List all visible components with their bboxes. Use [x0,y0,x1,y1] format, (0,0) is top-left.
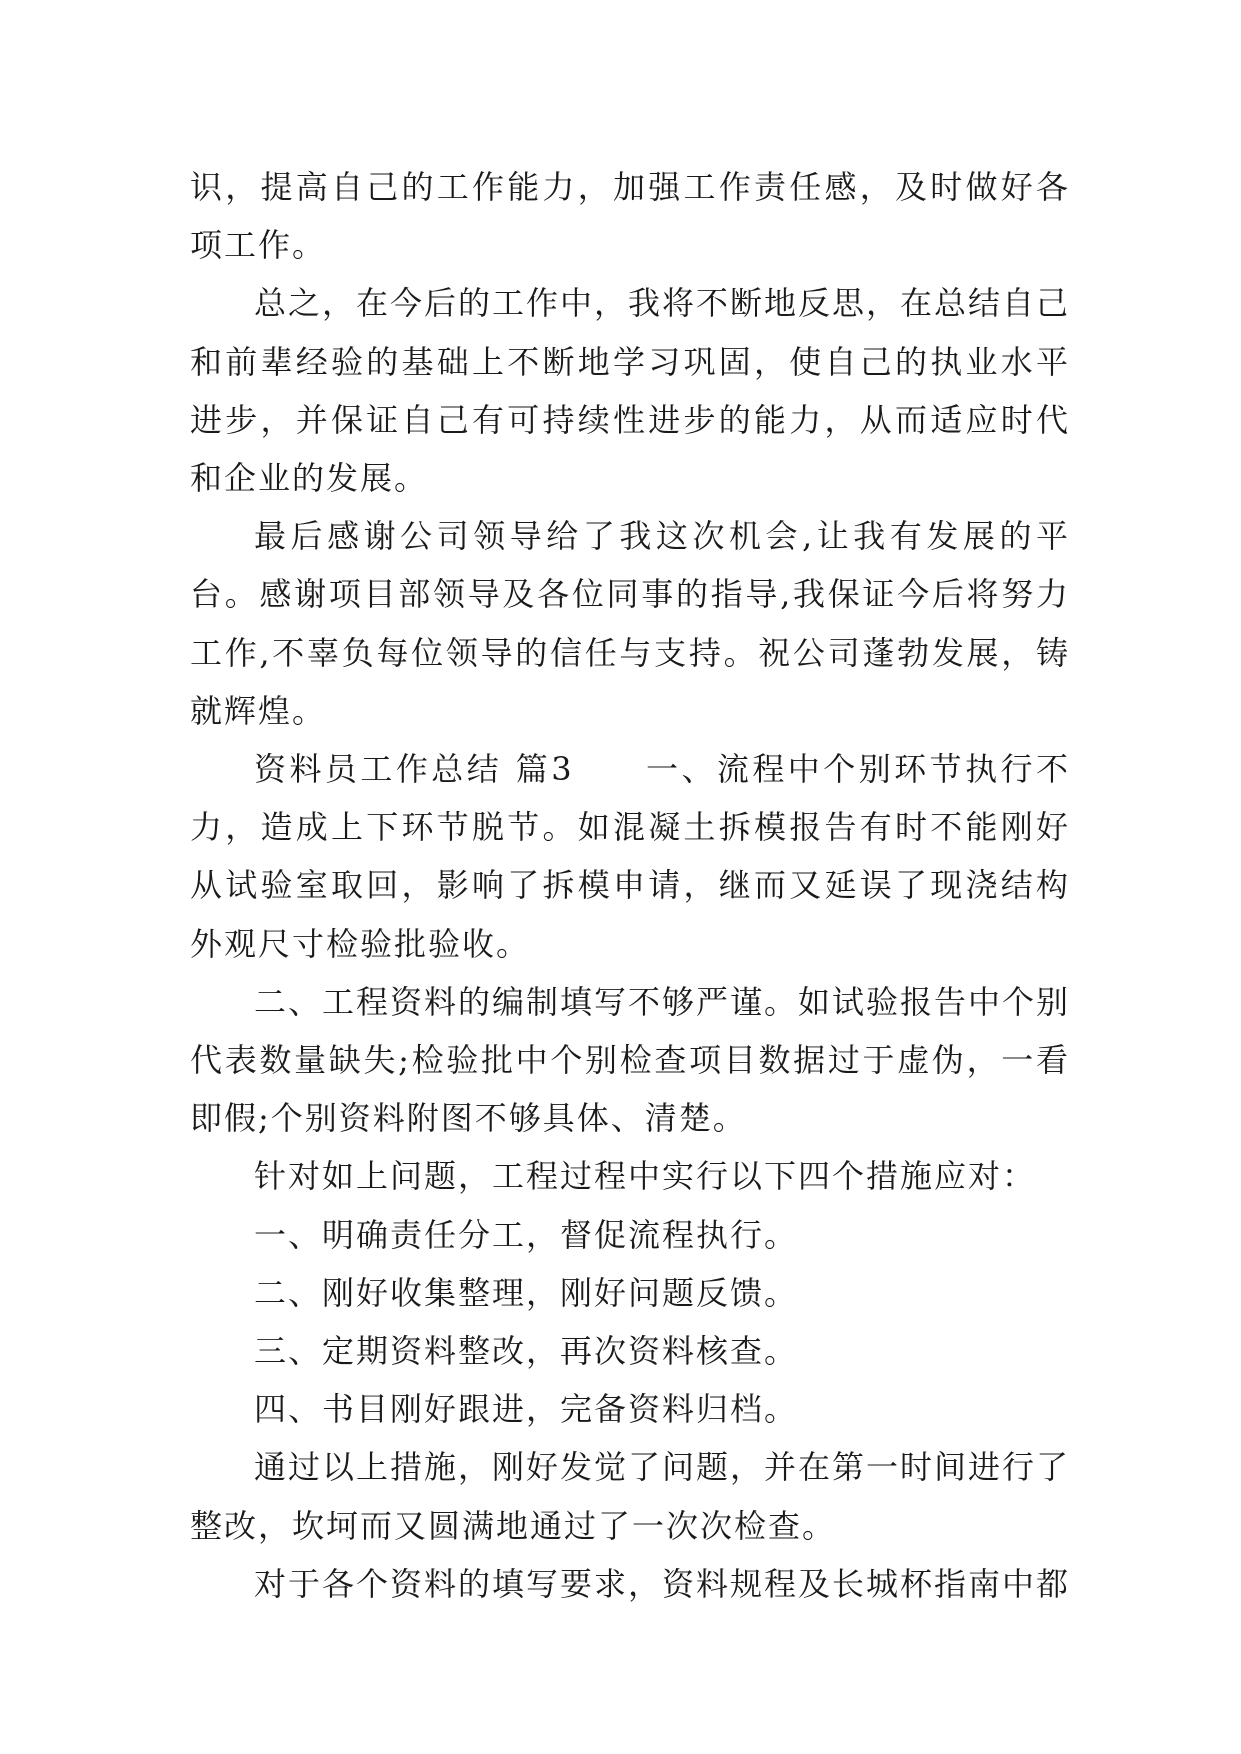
paragraph-issue-2: 二、工程资料的编制填写不够严谨。如试验报告中个别代表数量缺失;检验批中个别检查项目数据过于虚伪，一看即假;个别资料附图不够具体、清楚。 [190,982,1071,1138]
paragraph-summary: 总之，在今后的工作中，我将不断地反思，在总结自己和前辈经验的基础上不断地学习巩固，使自己的执业水平进步，并保证自己有可持续性进步的能力，从而适应时代和企业的发展。 [190,284,1071,498]
paragraph-measure-4: 四、书目刚好跟进，完备资料归档。 [254,1390,799,1429]
paragraph-measure-2: 二、刚好收集整理，刚好问题反馈。 [254,1273,799,1312]
paragraph-requirements: 对于各个资料的填写要求，资料规程及长城杯指南中都 [254,1564,1071,1603]
paragraph-section-3: 资料员工作总结 篇3 一、流程中个别环节执行不力，造成上下环节脱节。如混凝土拆模报告有时不能刚好从试验室取回，影响了拆模申请，继而又延误了现浇结构外观尺寸检验批验收。 [190,750,1070,963]
paragraph-measure-1: 一、明确责任分工，督促流程执行。 [254,1215,799,1254]
body-text [190,158,1070,1613]
paragraph-continuation: 识，提高自己的工作能力，加强工作责任感，及时做好各项工作。 [190,168,1070,265]
paragraph-measure-3: 三、定期资料整改，再次资料核查。 [254,1332,799,1371]
paragraph-result: 通过以上措施，刚好发觉了问题，并在第一时间进行了整改，坎坷而又圆满地通过了一次次检查。 [190,1448,1071,1545]
paragraph-thanks: 最后感谢公司领导给了我这次机会,让我有发展的平台。感谢项目部领导及各位同事的指导,我保证今后将努力工作,不辜负每位领导的信任与支持。祝公司蓬勃发展，铸就辉煌。 [190,517,1070,730]
paragraph-measures-intro: 针对如上问题，工程过程中实行以下四个措施应对： [254,1157,1037,1196]
